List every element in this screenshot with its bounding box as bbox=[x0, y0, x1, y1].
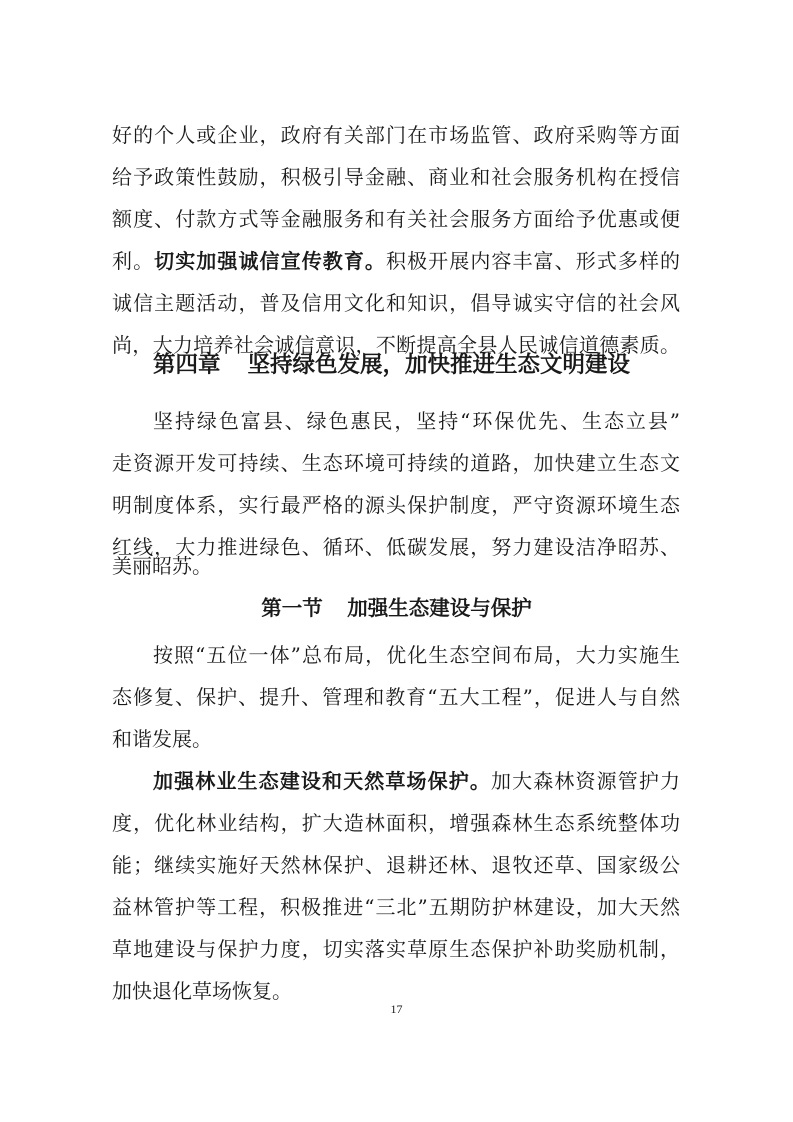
paragraph-line: 能；继续实施好天然林保护、退耕还林、退牧还草、国家级公 bbox=[112, 853, 680, 877]
section-number: 第一节 bbox=[261, 596, 323, 620]
paragraph-line: 和谐发展。 bbox=[112, 727, 212, 751]
paragraph-line: 益林管护等工程，积极推进“三北”五期防护林建设，加大天然 bbox=[112, 895, 680, 919]
paragraph-line bbox=[112, 240, 680, 282]
line-text: 利。 bbox=[112, 249, 155, 273]
paragraph-line: 明制度体系，实行最严格的源头保护制度，严守资源环境生态 bbox=[112, 493, 680, 517]
bold-lead-phrase: 加强林业生态建设和天然草场保护。 bbox=[153, 769, 491, 793]
paragraph-line: 尚，大力培养社会诚信意识，不断提高全县人民诚信道德素质。 bbox=[112, 333, 680, 357]
chapter-heading bbox=[153, 343, 653, 387]
section-heading bbox=[0, 588, 793, 628]
paragraph-line: 诚信主题活动，普及信用文化和知识，倡导诚实守信的社会风 bbox=[112, 291, 680, 315]
line-text: 加大森林资源管护力 bbox=[491, 769, 680, 793]
paragraph-line: 给予政策性鼓励，积极引导金融、商业和社会服务机构在授信 bbox=[112, 165, 680, 189]
paragraph-line: 度，优化林业结构，扩大造林面积，增强森林生态系统整体功 bbox=[112, 811, 680, 835]
paragraph-line: 走资源开发可持续、生态环境可持续的道路，加快建立生态文 bbox=[112, 451, 680, 475]
bold-lead-phrase: 切实加强诚信宣传教育。 bbox=[154, 249, 387, 273]
paragraph-line: 好的个人或企业，政府有关部门在市场监管、政府采购等方面 bbox=[112, 123, 680, 147]
paragraph-line: 按照“五位一体”总布局，优化生态空间布局，大力实施生 bbox=[153, 643, 680, 667]
section-title: 加强生态建设与保护 bbox=[347, 596, 532, 620]
chapter-number: 第四章 bbox=[153, 352, 221, 378]
line-text: 积极开展内容丰富、形式多样的 bbox=[386, 249, 681, 273]
paragraph-line: 态修复、保护、提升、管理和教育“五大工程”，促进人与自然 bbox=[112, 685, 680, 709]
page-number: 17 bbox=[390, 1002, 403, 1016]
paragraph-line: 坚持绿色富县、绿色惠民，坚持“环保优先、生态立县” bbox=[153, 409, 680, 433]
paragraph-line: 加快退化草场恢复。 bbox=[112, 979, 292, 1003]
paragraph-line: 草地建设与保护力度，切实落实草原生态保护补助奖励机制， bbox=[112, 937, 680, 961]
paragraph-line: 额度、付款方式等金融服务和有关社会服务方面给予优惠或便 bbox=[112, 207, 680, 231]
paragraph-line: 红线，大力推进绿色、循环、低碳发展，努力建设洁净昭苏、 bbox=[112, 535, 680, 559]
chapter-title: 坚持绿色发展，加快推进生态文明建设 bbox=[247, 352, 631, 378]
paragraph-line: 美丽昭苏。 bbox=[112, 554, 212, 578]
paragraph-line bbox=[153, 760, 680, 802]
